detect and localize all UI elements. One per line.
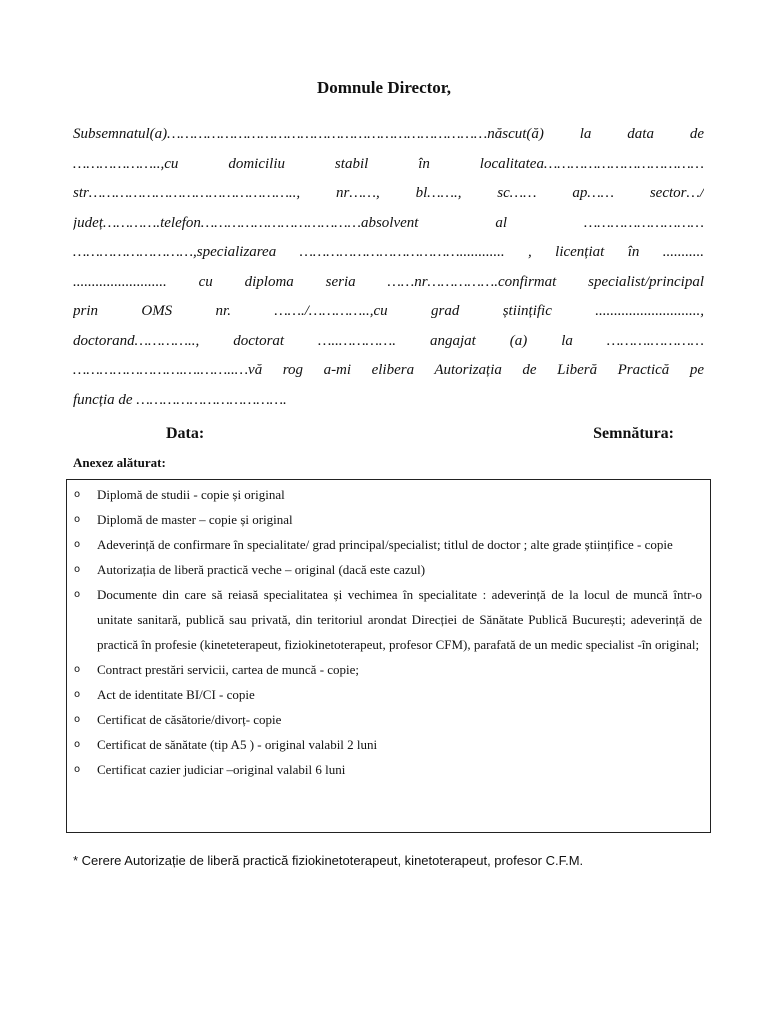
- bullet-icon: o: [74, 514, 81, 525]
- page-title: Domnule Director,: [316, 78, 452, 97]
- annex-item: [74, 582, 702, 657]
- form-line: doctorand………….., doctorat …..…………. angajat (a) la ……….…………: [73, 332, 704, 349]
- bullet-icon: o: [74, 489, 81, 500]
- form-line: funcția de …………………………….: [73, 391, 287, 408]
- annex-item: [74, 557, 702, 582]
- form-line: str……………………………………….., nr……, bl……., sc…… ap…… sector…/: [73, 185, 704, 201]
- annex-item: [74, 507, 702, 532]
- annex-item-text: Diplomă de studii - copie și original: [97, 487, 285, 502]
- annex-item: [74, 732, 702, 757]
- annex-item: [74, 532, 702, 557]
- signature-label: Semnătura:: [593, 425, 674, 442]
- bullet-icon: o: [74, 714, 81, 725]
- form-line: ......................... cu diploma seria ……nr…………….confirmat specialist/principal: [73, 273, 704, 290]
- form-line: ………………..,cu domiciliu stabil în localitatea………………………………: [73, 155, 704, 172]
- bullet-icon: o: [74, 664, 81, 675]
- annex-item-text: Certificat cazier judiciar –original valabil 6 luni: [97, 762, 346, 777]
- annex-item: [74, 757, 702, 782]
- bullet-icon: o: [74, 589, 81, 600]
- annex-item-text: Certificat de sănătate (tip A5 ) - original valabil 2 luni: [97, 737, 378, 752]
- annex-item-text: Certificat de căsătorie/divorț- copie: [97, 712, 282, 727]
- form-line: ………………………,specializarea ………………………………............ , licențiat în ...........: [73, 244, 704, 260]
- annex-item: [74, 657, 702, 682]
- bullet-icon: o: [74, 739, 81, 750]
- annex-item-text: Diplomă de master – copie și original: [97, 512, 293, 527]
- annex-item-text: Act de identitate BI/CI - copie: [97, 687, 255, 702]
- form-line: Subsemnatul(a)………………………………………………………………născut(ă) la data de: [73, 126, 704, 142]
- request-form-body: [73, 120, 704, 415]
- annex-item-text: Documente din care să reiasă specialitatea și vechimea în specialitate : adeverință de la locul de muncă într-o unitate sanitară, publică sau privată, din teritoriul arondat Direcției de Sănătate Publică București; adeverință de practică în profesie (kineteterapeut, fiziokinetoterapeut, profesor CFM), parafată de un medic specialist -în original;: [97, 587, 702, 652]
- annex-item-text: Adeverință de confirmare în specialitate/ grad principal/specialist; titlul de doctor ; alte grade științifice - copie: [97, 537, 673, 552]
- annex-item: [74, 707, 702, 732]
- annex-item: [74, 682, 702, 707]
- footnote: * Cerere Autorizație de liberă practică fiziokinetoterapeut, kinetoterapeut, profesor C.F.M.: [73, 853, 584, 868]
- form-line: județ………….telefon………………………………absolvent al ………………………: [73, 214, 704, 231]
- annex-item-text: Contract prestări servicii, cartea de muncă - copie;: [97, 662, 360, 677]
- annex-item-text: Autorizația de liberă practică veche – original (dacă este cazul): [97, 562, 426, 577]
- annex-list-box: [66, 479, 711, 833]
- form-line: …………………….….……..…vă rog a-mi elibera Autorizația de Liberă Practică pe: [73, 362, 704, 378]
- annex-item: [74, 482, 702, 507]
- bullet-icon: o: [74, 689, 81, 700]
- bullet-icon: o: [74, 564, 81, 575]
- bullet-icon: o: [74, 764, 81, 775]
- bullet-icon: o: [74, 539, 81, 550]
- date-label: Data:: [166, 425, 205, 442]
- form-line: prin OMS nr. ……./…………..,cu grad științific ............................,: [73, 303, 704, 319]
- annex-heading: Anexez alăturat:: [73, 455, 166, 470]
